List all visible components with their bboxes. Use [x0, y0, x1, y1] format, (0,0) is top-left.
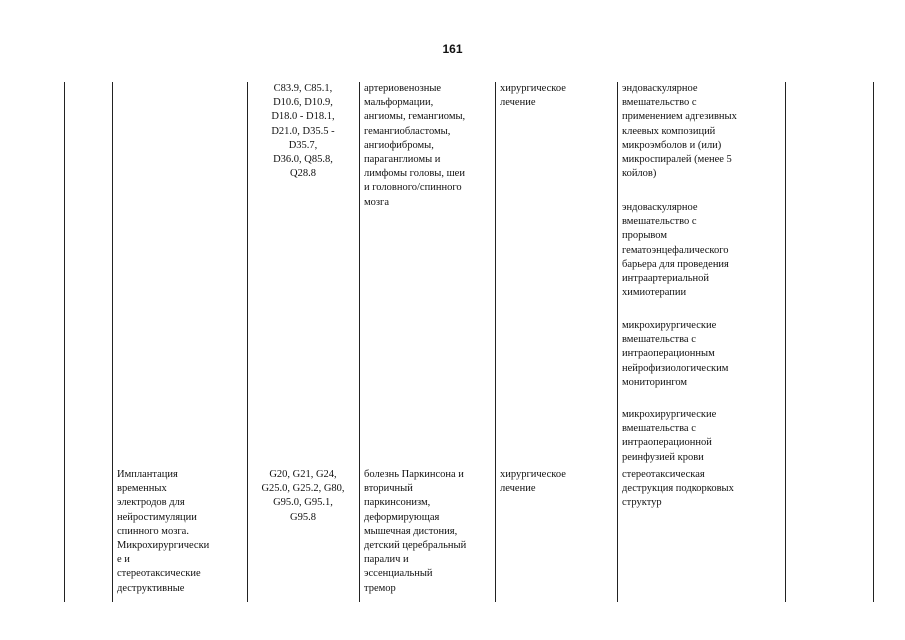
treatment-method-cell: микрохирургические вмешательства с интраоперационной реинфузией крови — [622, 409, 717, 463]
column-divider — [359, 82, 360, 602]
treatment-type-cell: хирургическое лечение — [500, 469, 566, 495]
column-divider — [785, 82, 786, 602]
procedure-name-cell: Имплантация временных электродов для нейростимуляции спинного мозга. Микрохирургически е и стереотаксические деструктивные — [117, 469, 210, 594]
diagnosis-cell: болезнь Паркинсона и вторичный паркинсонизм, деформирующая мышечная дистония, детский церебральный паралич и эссенциальный тремор — [364, 469, 467, 594]
column-divider — [112, 82, 113, 602]
treatment-method-cell: эндоваскулярное вмешательство с прорывом гематоэнцефалического барьера для проведения интраартериальной химиотерапии — [622, 202, 729, 299]
treatment-type-cell: хирургическое лечение — [500, 83, 566, 109]
column-divider — [495, 82, 496, 602]
icd-codes-cell: G20, G21, G24, G25.0, G25.2, G80, G95.0, G95.1, G95.8 — [261, 469, 345, 523]
column-divider — [873, 82, 874, 602]
diagnosis-cell: артериовенозные мальформации, ангиомы, гемангиомы, гемангиобластомы, ангиофибромы, параганглиомы и лимфомы головы, шеи и головного/спинного мозга — [364, 83, 466, 208]
treatment-method-cell: эндоваскулярное вмешательство с применением адгезивных клеевых композиций микроэмболов и (или) микроспиралей (менее 5 койлов) — [622, 83, 737, 180]
treatment-method-cell: стереотаксическая деструкция подкорковых структур — [622, 469, 734, 509]
page-number: 161 — [442, 42, 463, 56]
column-divider — [617, 82, 618, 602]
column-divider — [64, 82, 65, 602]
icd-codes-cell: C83.9, C85.1, D10.6, D10.9, D18.0 - D18.1, D21.0, D35.5 - D35.7, D36.0, Q85.8, Q28.8 — [271, 83, 335, 180]
treatment-method-cell: микрохирургические вмешательства с интраоперационным нейрофизиологическим мониторингом — [622, 320, 729, 388]
